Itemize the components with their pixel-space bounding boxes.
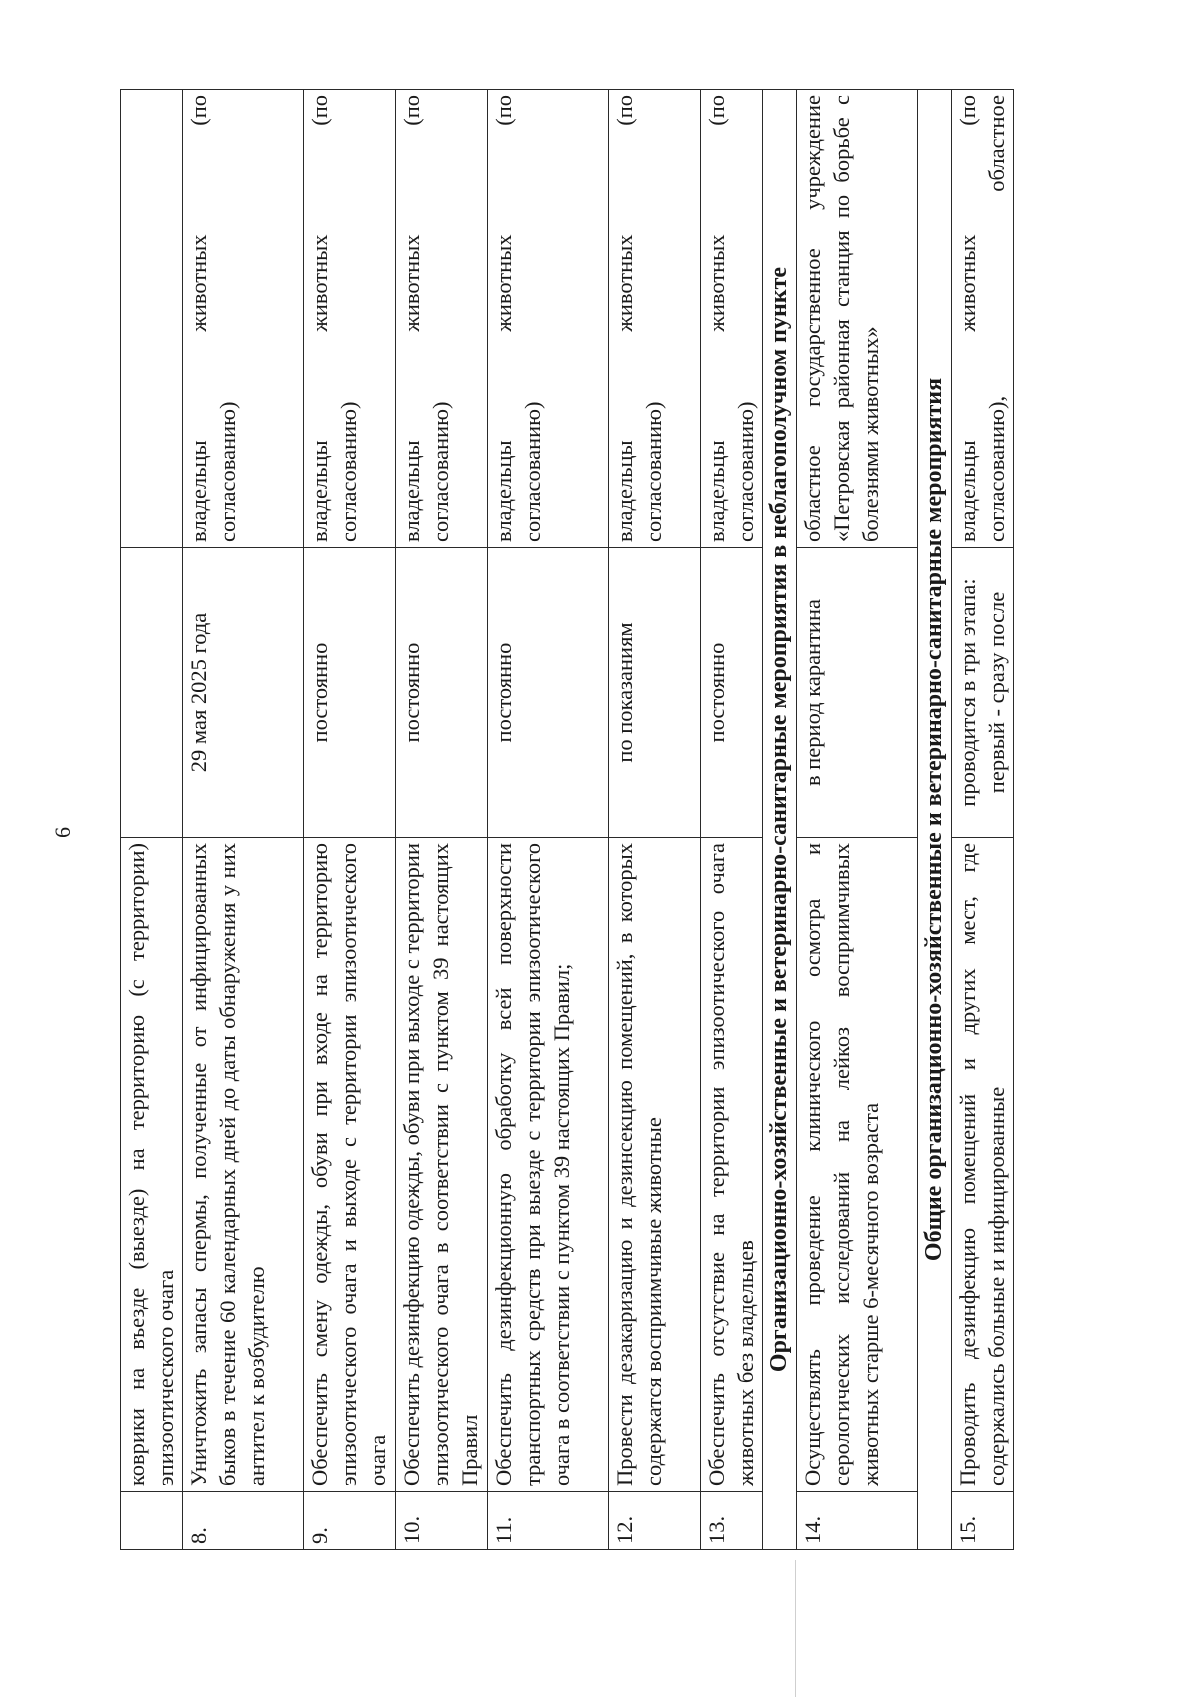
responsible-line: владельцы животных (по [307, 95, 332, 542]
section-heading: Организационно-хозяйственные и ветеринарно-санитарные мероприятия в неблагополучном пункте [763, 90, 797, 1550]
row-number-cell: 8. [183, 1492, 304, 1550]
responsible-cell [183, 90, 304, 548]
row-number-cell: 10. [396, 1492, 488, 1550]
rotated-document-sheet [50, 90, 1075, 1550]
responsible-cell: областное государственное учреждение «Петровская районная станция по борьбе с болезнями животных» [797, 90, 918, 548]
measure-cell: Обеспечить дезинфекционную обработку всей поверхности транспортных средств при выезде с территории эпизоотического очага в соответствии с пунктом 39 настоящих Правил; [488, 838, 609, 1492]
responsible-line: владельцы животных (по [491, 95, 516, 542]
measure-cell: Провести дезакаризацию и дезинсекцию помещений, в которых содержатся восприимчивые животные [609, 838, 701, 1492]
row-number-cell: 9. [304, 1492, 396, 1550]
section-heading: Общие организационно-хозяйственные и ветеринарно-санитарные мероприятия [918, 90, 952, 1550]
measure-cell: Обеспечить дезинфекцию одежды, обуви при выходе с территории эпизоотического очага в соответствии с пунктом 39 настоящих Правил [396, 838, 488, 1492]
row-number-cell: 15. [952, 1492, 1014, 1550]
term-line: проводится в три этапа: [955, 578, 980, 807]
responsible-line: согласованию) [336, 401, 361, 542]
responsible-line: согласованию) [215, 401, 240, 542]
term-cell: по показаниям [609, 548, 701, 838]
section-header-row [918, 90, 952, 1550]
table-row [952, 90, 1014, 1550]
responsible-cell [488, 90, 609, 548]
table-row [488, 90, 609, 1550]
responsible-line: владельцы животных (по [186, 95, 211, 542]
responsible-line: согласованию) [520, 401, 545, 542]
term-cell: постоянно [396, 548, 488, 838]
table-row [797, 90, 918, 1550]
responsible-cell [304, 90, 396, 548]
measure-cell: Проводить дезинфекцию помещений и других мест, где содержались больные и инфицированные [952, 838, 1014, 1492]
term-cell [121, 548, 183, 838]
measure-cell: коврики на въезде (выезде) на территорию (с территории) эпизоотического очага [121, 838, 183, 1492]
row-number-cell: 14. [797, 1492, 918, 1550]
measure-cell: Обеспечить смену одежды, обуви при входе на территорию эпизоотического очага и выходе с территории эпизоотического очага [304, 838, 396, 1492]
row-number-cell: 11. [488, 1492, 609, 1550]
measure-cell: Осуществлять проведение клинического осмотра и серологических исследований на лейкоз восприимчивых животных старше 6-месячного возраста [797, 838, 918, 1492]
responsible-line: владельцы животных (по [399, 95, 424, 542]
responsible-cell [701, 90, 763, 548]
responsible-line: согласованию) [641, 401, 666, 542]
page-number: 6 [50, 827, 75, 838]
table-row [701, 90, 763, 1550]
responsible-line: владельцы животных (по [955, 95, 980, 542]
responsible-line: владельцы животных (по [704, 95, 729, 542]
measures-table [120, 89, 1014, 1550]
term-cell [952, 548, 1014, 838]
table-row [183, 90, 304, 1550]
responsible-cell [396, 90, 488, 548]
responsible-cell [952, 90, 1014, 548]
term-cell: в период карантина [797, 548, 918, 838]
row-number-cell: 12. [609, 1492, 701, 1550]
measure-cell: Обеспечить отсутствие на территории эпизоотического очага животных без владельцев [701, 838, 763, 1492]
responsible-line: согласованию) [428, 401, 453, 542]
term-cell: 29 мая 2025 года [183, 548, 304, 838]
responsible-line: согласованию) [733, 401, 758, 542]
table-row [609, 90, 701, 1550]
term-line: первый - сразу после [984, 591, 1009, 794]
responsible-line: владельцы животных (по [612, 95, 637, 542]
row-number-cell [121, 1492, 183, 1550]
table-row [396, 90, 488, 1550]
responsible-cell [121, 90, 183, 548]
scan-edge-line [795, 1560, 796, 1697]
responsible-cell [609, 90, 701, 548]
measure-cell: Уничтожить запасы спермы, полученные от инфицированных быков в течение 60 календарных дней до даты обнаружения у них антител к возбудителю [183, 838, 304, 1492]
term-cell: постоянно [701, 548, 763, 838]
term-cell: постоянно [488, 548, 609, 838]
table-row [304, 90, 396, 1550]
row-number-cell: 13. [701, 1492, 763, 1550]
section-header-row [763, 90, 797, 1550]
table-row [121, 90, 183, 1550]
responsible-line: согласованию), областное [984, 95, 1009, 542]
term-cell: постоянно [304, 548, 396, 838]
